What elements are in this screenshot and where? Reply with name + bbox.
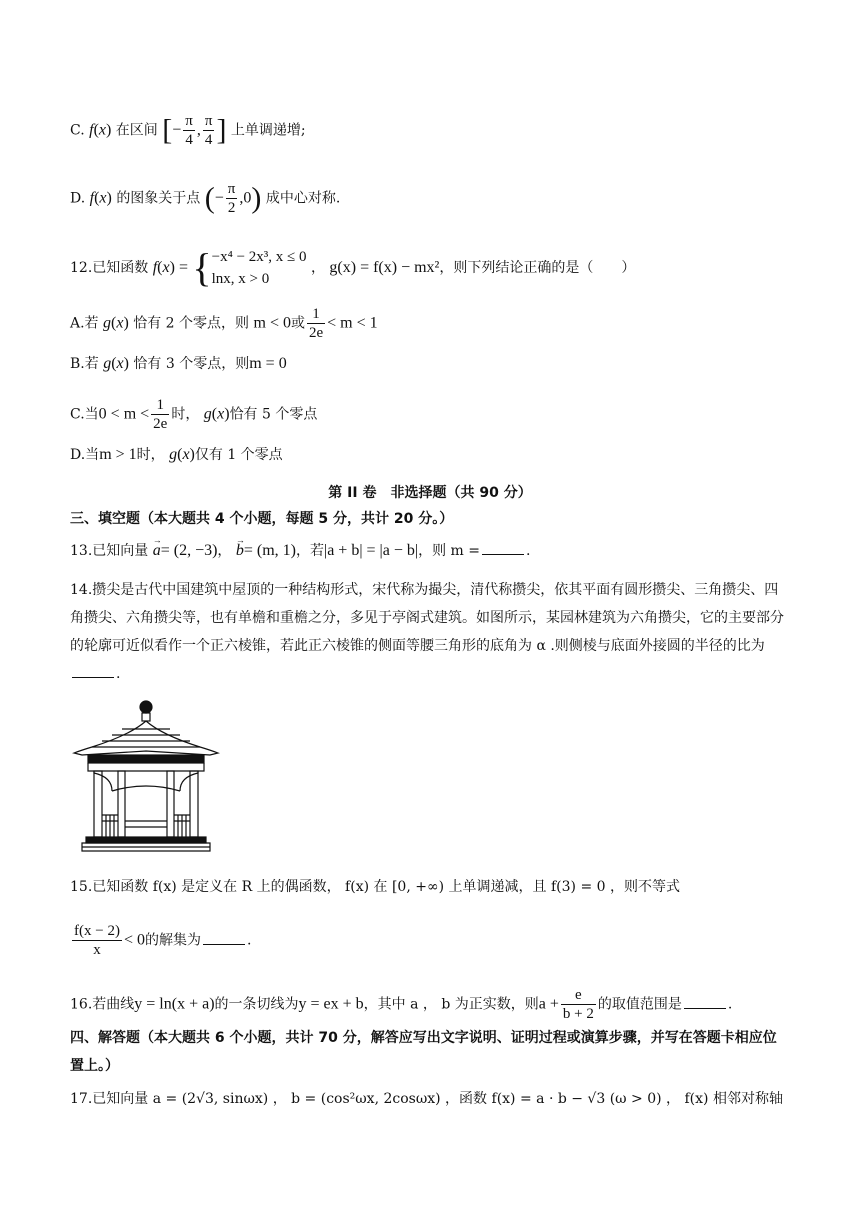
q12-option-c: C.当0 < m < $\frac{1}{2e}$ 时， g(x)恰有 5 个零点 [70, 397, 318, 432]
section-2-title: 第 II 卷 非选择题（共 90 分） [328, 485, 532, 501]
pavilion-figure [72, 695, 220, 857]
piecewise-cases: −x⁴ − 2x³, x ≤ 0 lnx, x > 0 [211, 249, 307, 287]
fraction: $\frac{\pi}{4}$ [185, 113, 193, 148]
fraction: $\frac{\pi}{4}$ [204, 113, 213, 148]
q13: 13.已知向量 → a= (2, −3)， → b= (m, 1)，若|a + b| = |a − b|，则 m = . [70, 538, 790, 564]
section-4-title: 四、解答题（本大题共 6 个小题，共计 70 分，解答应写出文字说明、证明过程或演算步骤，并写在答题卡相应位置上。） [70, 1030, 777, 1074]
q12-option-a: A.若 g(x) 恰有 2 个零点，则 m < 0或 $\frac{1}{2e}$ < m < 1 [70, 306, 378, 341]
answer-blank [203, 944, 245, 945]
fraction: $\frac{f(x - 2)}{x}$ [74, 923, 120, 958]
q11-option-d: D. f(x) 的图象关于点 (− $\frac{\pi}{2}$ ,0) 成中心对称. [70, 181, 341, 216]
fraction: $\frac{e}{b + 2}$ [562, 987, 594, 1022]
section-3-title: 三、填空题（本大题共 4 个小题，每题 5 分，共计 20 分。） [70, 511, 454, 527]
q11-option-c: C. f(x) 在区间 [− $\frac{\pi}{4}$ , $\frac{\pi}{4}$ ] 上单调递增; [70, 113, 306, 148]
answer-blank [72, 677, 114, 678]
q12-option-b: B.若 g(x) 恰有 3 个零点，则m = 0 [70, 355, 287, 372]
q14: 14.攒尖是古代中国建筑中屋顶的一种结构形式，宋代称为撮尖，清代称攒尖，依其平面有圆形攒尖、三角攒尖、四角攒尖、六角攒尖等，也有单檐和重檐之分，多见于亭阁式建筑。如图所示，某园林建筑为六角攒尖，它的主要部分的轮廓可近似看作一个正六棱锥，若此正六棱锥的侧面等腰三角形的底角为 α .则侧棱与底面外接圆的半径的比为. [70, 582, 784, 682]
answer-blank [684, 1008, 726, 1009]
q12-option-d: D.当m > 1时， g(x)仅有 1 个零点 [70, 446, 283, 463]
q17: 17.已知向量 a = (2√3, sinωx) ， b = (cos²ωx, 2cosωx) ，函数 f(x) = a · b − √3 (ω > 0) ， f(x) 相邻对称轴 [70, 1091, 783, 1107]
q15-line2: $\frac{f(x - 2)}{x}$ < 0的解集为 . [74, 923, 252, 958]
fraction: $\frac{1}{2e}$ [153, 397, 168, 432]
answer-blank [482, 554, 524, 555]
q12-stem: 12.已知函数 f(x) = { −x⁴ − 2x³, x ≤ 0 lnx, x > 0 ， g(x) = f(x) − mx²，则下列结论正确的是（ ） [70, 245, 636, 290]
fraction: $\frac{1}{2e}$ [308, 306, 324, 341]
q16: 16.若曲线y = ln(x + a)的一条切线为y = ex + b，其中 a ， b 为正实数，则a + $\frac{e}{b + 2}$ 的取值范围是 . [70, 987, 733, 1022]
fraction: $\frac{\pi}{2}$ [227, 181, 236, 216]
q15-line1: 15.已知函数 f(x) 是定义在 R 上的偶函数， f(x) 在 [0, +∞) 上单调递减，且 f(3) = 0 ，则不等式 [70, 879, 680, 895]
